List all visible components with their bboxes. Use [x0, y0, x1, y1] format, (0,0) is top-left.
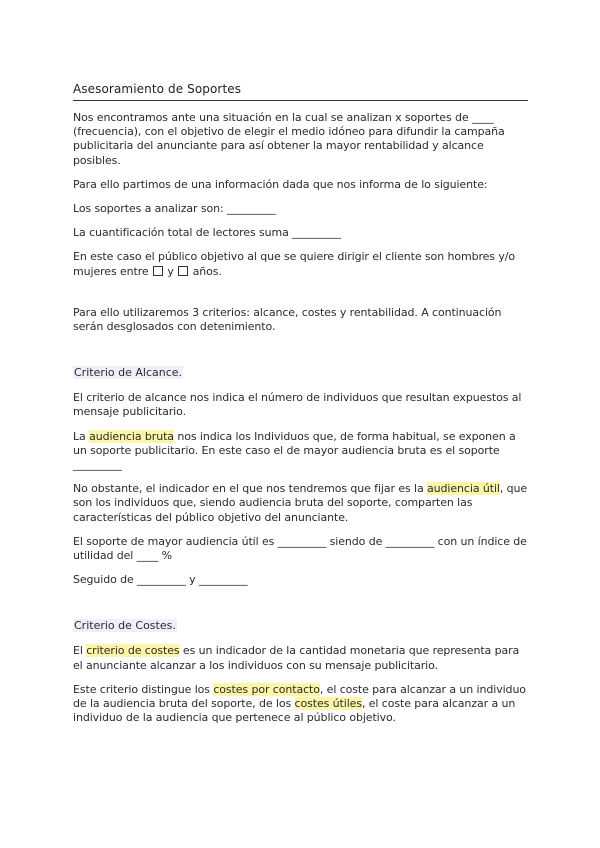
intro-paragraph-3: Los soportes a analizar son: _________: [73, 202, 276, 216]
costes-paragraph-2: [73, 683, 528, 726]
costes-section: [73, 614, 528, 725]
alcance-heading: Criterio de Alcance.: [74, 366, 183, 380]
text: nos indica el número de individuos que resultan expuestos al mensaje publicitario.: [73, 391, 522, 419]
text: No obstante, el indicador en el que nos tendremos que fijar es la: [73, 482, 424, 496]
text: Este criterio distingue los: [73, 682, 210, 696]
alcance-section: [73, 361, 528, 587]
term-audiencia-util: audiencia útil: [427, 482, 500, 496]
intro-paragraph-2: Para ello partimos de una información dada que nos informa de lo siguiente:: [73, 177, 488, 191]
intro-paragraph-1: Nos encontramos ante una situación en la cual se analizan x soportes de ____ (frecuencia), con el objetivo de elegir el medio idóneo para difundir la campaña publicitaria del anunciante para así obtener la mayor rentabilidad y alcance posibles.: [73, 111, 505, 167]
text: La: [73, 429, 86, 443]
alcance-paragraph-2: [73, 430, 528, 473]
document-page: [73, 82, 528, 725]
intro-paragraph-5-text-b: y: [167, 264, 174, 278]
text: , el coste para alcanzar a un individuo de la audiencia que pertenece al público objetivo.: [73, 697, 516, 725]
term-costes-utiles: costes útiles: [294, 697, 362, 711]
document-title: Asesoramiento de Soportes: [73, 82, 528, 101]
alcance-paragraph-4: El soporte de mayor audiencia útil es _________ siendo de _________ con un índice de utilidad del ____ %: [73, 534, 527, 563]
intro-paragraph-5: [73, 250, 528, 278]
text: es un indicador de la cantidad monetaria que representa para el anunciante alcanzar a los individuos con su mensaje publicitario.: [73, 644, 520, 672]
text: El: [73, 391, 83, 405]
alcance-paragraph-3: [73, 482, 528, 525]
term-costes-por-contacto: costes por contacto: [213, 682, 320, 696]
checkbox-icon: [178, 266, 188, 276]
intro-paragraph-5-text-a: En este caso el público objetivo al que se quiere dirigir el cliente son hombres y/o mujeres entre: [73, 250, 515, 278]
alcance-paragraph-1: [73, 391, 528, 419]
term-audiencia-bruta: audiencia bruta: [89, 429, 174, 443]
costes-heading: Criterio de Costes.: [74, 619, 176, 633]
text: nos indica los Individuos que, de forma habitual, se exponen a un soporte publicitario. En este caso el de mayor audiencia bruta es el soporte _________: [73, 429, 516, 472]
text: , el coste para alcanzar a un individuo de la audiencia bruta del soporte, de los: [73, 682, 526, 711]
term-criterio-alcance: criterio de alcance: [86, 391, 187, 405]
intro-paragraph-5-text-c: años.: [192, 264, 222, 278]
intro-paragraph-4: La cuantificación total de lectores suma _________: [73, 226, 341, 240]
costes-paragraph-1: [73, 644, 528, 672]
intro-paragraph-6: Para ello utilizaremos 3 criterios: alcance, costes y rentabilidad. A continuación serán desglosados con detenimiento.: [73, 305, 502, 334]
text: El: [73, 644, 83, 658]
text: , que son los individuos que, siendo audiencia bruta del soporte, comparten las características del público objetivo del anunciante.: [73, 482, 528, 524]
checkbox-icon: [153, 266, 163, 276]
alcance-paragraph-5: Seguido de _________ y _________: [73, 573, 248, 587]
term-criterio-costes: criterio de costes: [86, 644, 180, 658]
